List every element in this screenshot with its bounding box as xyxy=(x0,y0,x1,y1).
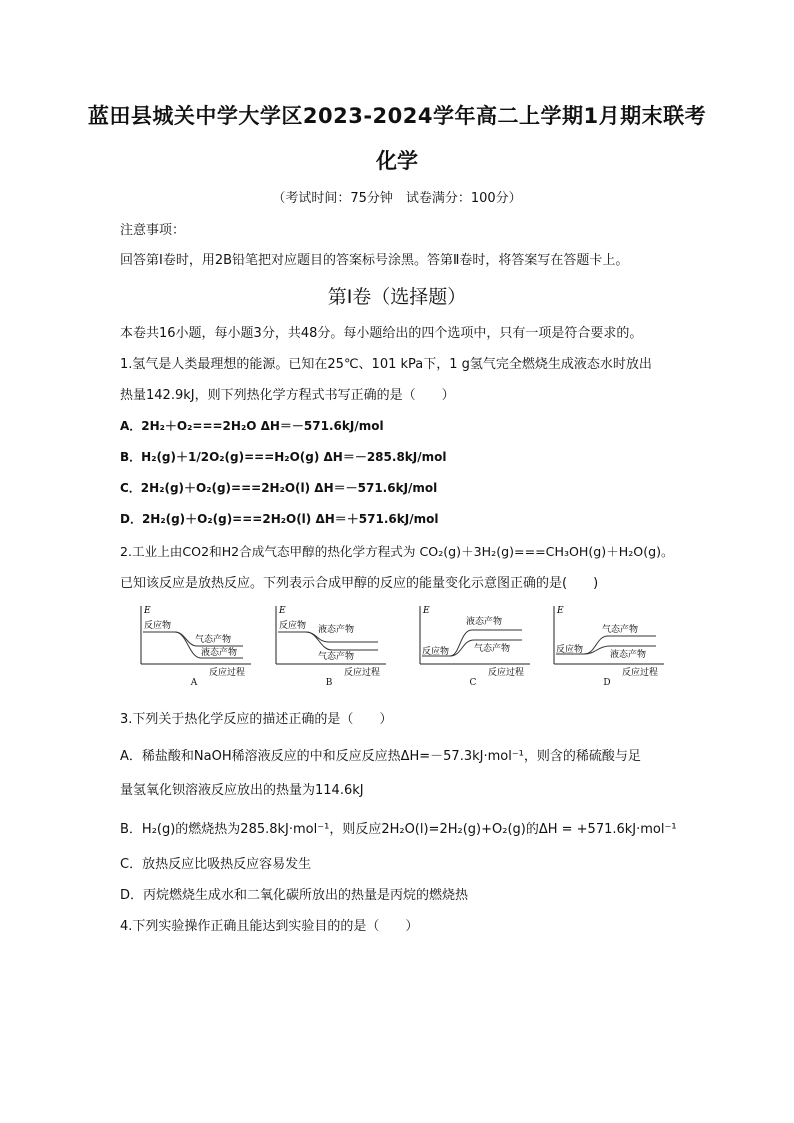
gas-product-label: 气态产物 xyxy=(474,644,511,654)
axis-e-label: E xyxy=(144,606,151,616)
notes-text: 回答第Ⅰ卷时，用2B铅笔把对应题目的答案标号涂黑。答第Ⅱ卷时，将答案写在答题卡上。 xyxy=(120,253,629,268)
q2-stem-line2: 已知该反应是放热反应。下列表示合成甲醇的反应的能量变化示意图正确的是( ) xyxy=(120,576,599,591)
energy-diagram-b xyxy=(270,602,388,692)
q3-option-a-line2: 量氢氧化钡溶液反应放出的热量为114.6kJ xyxy=(120,783,364,798)
energy-diagram-a xyxy=(135,602,253,692)
figure-label-b: B xyxy=(325,678,333,688)
q3-stem: 3.下列关于热化学反应的描述正确的是（ ） xyxy=(120,712,393,727)
q1-option-b: B．H₂(g)＋1/2O₂(g)===H₂O(g) ΔH＝－285.8kJ/mol xyxy=(120,450,447,464)
axis-x-label: 反应过程 xyxy=(344,668,381,676)
q3-option-a-line1: A．稀盐酸和NaOH稀溶液反应的中和反应反应热ΔH=－57.3kJ·mol⁻¹，则含的稀硫酸与足 xyxy=(120,749,641,764)
reactant-label: 反应物 xyxy=(144,621,172,631)
q4-stem: 4.下列实验操作正确且能达到实验目的的是（ ） xyxy=(120,919,419,934)
axis-e-label: E xyxy=(557,606,564,616)
figure-label-c: C xyxy=(469,678,477,688)
axis-x-label: 反应过程 xyxy=(209,668,246,676)
energy-diagram-d xyxy=(548,602,666,692)
q2-stem-line1: 2.工业上由CO2和H2合成气态甲醇的热化学方程式为 CO₂(g)＋3H₂(g)===CH₃OH(g)＋H₂O(g)。 xyxy=(120,544,674,559)
gas-product-label: 气态产物 xyxy=(602,625,639,635)
q1-stem-line1: 1.氢气是人类最理想的能源。已知在25℃、101 kPa下，1 g氢气完全燃烧生成液态水时放出 xyxy=(120,357,652,372)
reactant-label: 反应物 xyxy=(556,645,584,655)
axis-x-label: 反应过程 xyxy=(622,668,659,676)
figure-label-a: A xyxy=(190,678,198,688)
reactant-label: 反应物 xyxy=(422,647,450,657)
gas-product-label: 气态产物 xyxy=(318,652,355,662)
exam-info: （考试时间：75分钟 试卷满分：100分） xyxy=(272,191,522,206)
liquid-product-label: 液态产物 xyxy=(610,650,647,660)
q1-option-d: D．2H₂(g)＋O₂(g)===2H₂O(l) ΔH＝＋571.6kJ/mol xyxy=(120,512,439,526)
reactant-label: 反应物 xyxy=(279,621,307,631)
figure-label-d: D xyxy=(603,678,611,688)
exam-subject: 化学 xyxy=(376,149,418,173)
q3-option-b: B．H₂(g)的燃烧热为285.8kJ·mol⁻¹，则反应2H₂O(l)=2H₂(g)+O₂(g)的ΔH = +571.6kJ·mol⁻¹ xyxy=(120,822,677,837)
axis-e-label: E xyxy=(279,606,286,616)
liquid-product-label: 液态产物 xyxy=(201,648,238,658)
q1-option-a: A．2H₂＋O₂===2H₂O ΔH＝－571.6kJ/mol xyxy=(120,419,384,433)
gas-product-label: 气态产物 xyxy=(195,635,232,645)
energy-diagram-c xyxy=(414,602,532,692)
notes-label: 注意事项： xyxy=(120,223,186,238)
q1-stem-line2: 热量142.9kJ，则下列热化学方程式书写正确的是（ ） xyxy=(120,388,455,403)
liquid-product-label: 液态产物 xyxy=(318,625,355,635)
q3-option-c: C．放热反应比吸热反应容易发生 xyxy=(120,857,312,872)
q1-option-c: C．2H₂(g)＋O₂(g)===2H₂O(l) ΔH＝－571.6kJ/mol xyxy=(120,481,438,495)
section-intro: 本卷共16小题，每小题3分，共48分。每小题给出的四个选项中，只有一项是符合要求的。 xyxy=(120,326,643,341)
axis-x-label: 反应过程 xyxy=(488,668,525,676)
axis-e-label: E xyxy=(423,606,430,616)
q3-option-d: D．丙烷燃烧生成水和二氧化碳所放出的热量是丙烷的燃烧热 xyxy=(120,888,469,903)
liquid-product-label: 液态产物 xyxy=(466,617,503,627)
section-title: 第Ⅰ卷（选择题） xyxy=(327,286,467,308)
exam-title: 蓝田县城关中学大学区2023-2024学年高二上学期1月期末联考 xyxy=(87,104,707,128)
